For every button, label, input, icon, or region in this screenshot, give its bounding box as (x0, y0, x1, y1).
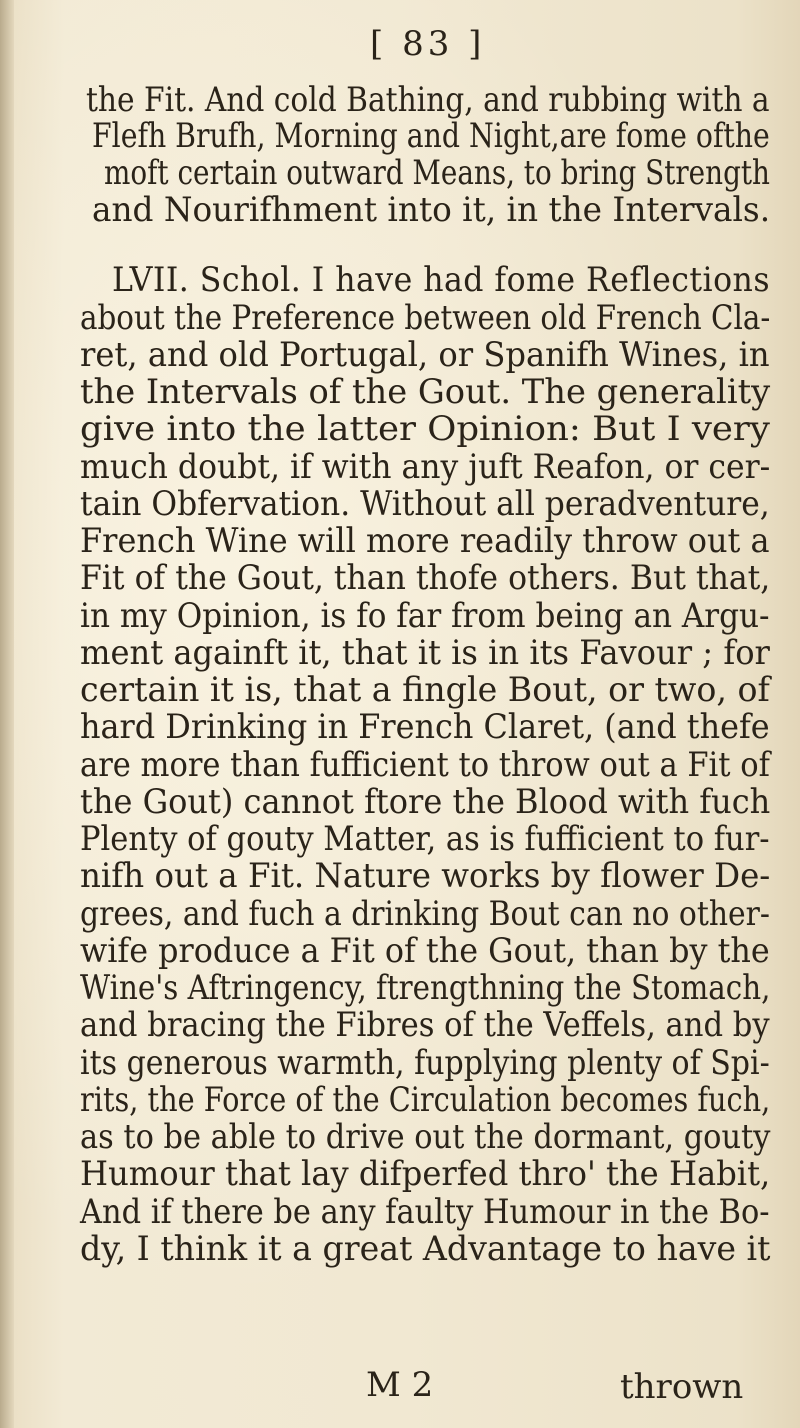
page-gutter (0, 0, 14, 1428)
text-line-2: Flefh Brufh, Morning and Night,are fome ofthe (92, 116, 770, 156)
text-line-24: Wine's Aftringency, ftrengthning the Stomach, (80, 968, 771, 1008)
text-line-27: rits, the Force of the Circulation becomes fuch, (80, 1080, 771, 1120)
text-line-17: hard Drinking in French Claret, (and thefe (80, 707, 770, 747)
text-line-9: give into the latter Opinion: But I very (80, 409, 770, 449)
text-line-6: about the Preference between old French Cla- (80, 298, 771, 338)
page-number: [ 83 ] (370, 24, 486, 64)
text-line-7: ret, and old Portugal, or Spanifh Wines, in (80, 335, 770, 375)
text-line-18: are more than fufficient to throw out a Fit of (80, 745, 770, 785)
text-line-15: ment againft it, that it is in its Favour ; for (80, 633, 770, 673)
text-line-26: its generous warmth, fupplying plenty of Spi- (80, 1043, 770, 1083)
text-line-31: dy, I think it a great Advantage to have it (80, 1229, 771, 1269)
text-line-25: and bracing the Fibres of the Veffels, and by (80, 1005, 770, 1045)
text-line-28: as to be able to drive out the dormant, gouty (80, 1117, 771, 1157)
text-line-1: the Fit. And cold Bathing, and rubbing with a (86, 80, 770, 120)
text-line-29: Humour that lay difperfed thro' the Habit, (80, 1154, 771, 1194)
text-line-14: in my Opinion, is fo far from being an Argu- (80, 596, 770, 636)
text-line-13: Fit of the Gout, than thofe others. But that, (80, 558, 771, 598)
text-line-8: the Intervals of the Gout. The generality (80, 372, 771, 412)
catchword: thrown (620, 1367, 744, 1407)
text-line-3: moft certain outward Means, to bring Strength (104, 153, 770, 193)
text-line-11: tain Obfervation. Without all peradventure, (80, 484, 770, 524)
signature-mark: M 2 (366, 1365, 434, 1405)
text-line-30: And if there be any faulty Humour in the Bo- (80, 1192, 770, 1232)
text-line-22: grees, and fuch a drinking Bout can no other- (80, 894, 770, 934)
text-line-12: French Wine will more readily throw out a (80, 521, 770, 561)
paragraph-lvii-heading-line: LVII. Schol. I have had fome Reflections (112, 260, 770, 300)
text-line-21: nifh out a Fit. Nature works by flower De- (80, 856, 771, 896)
text-line-19: the Gout) cannot ftore the Blood with fuch (80, 782, 771, 822)
text-line-20: Plenty of gouty Matter, as is fufficient to fur- (80, 819, 770, 859)
text-line-10: much doubt, if with any juft Reafon, or cer- (80, 447, 771, 487)
text-line-4: and Nourifhment into it, in the Intervals. (92, 190, 771, 230)
text-line-23: wife produce a Fit of the Gout, than by the (80, 931, 770, 971)
text-line-16: certain it is, that a fingle Bout, or two, of (80, 670, 770, 710)
